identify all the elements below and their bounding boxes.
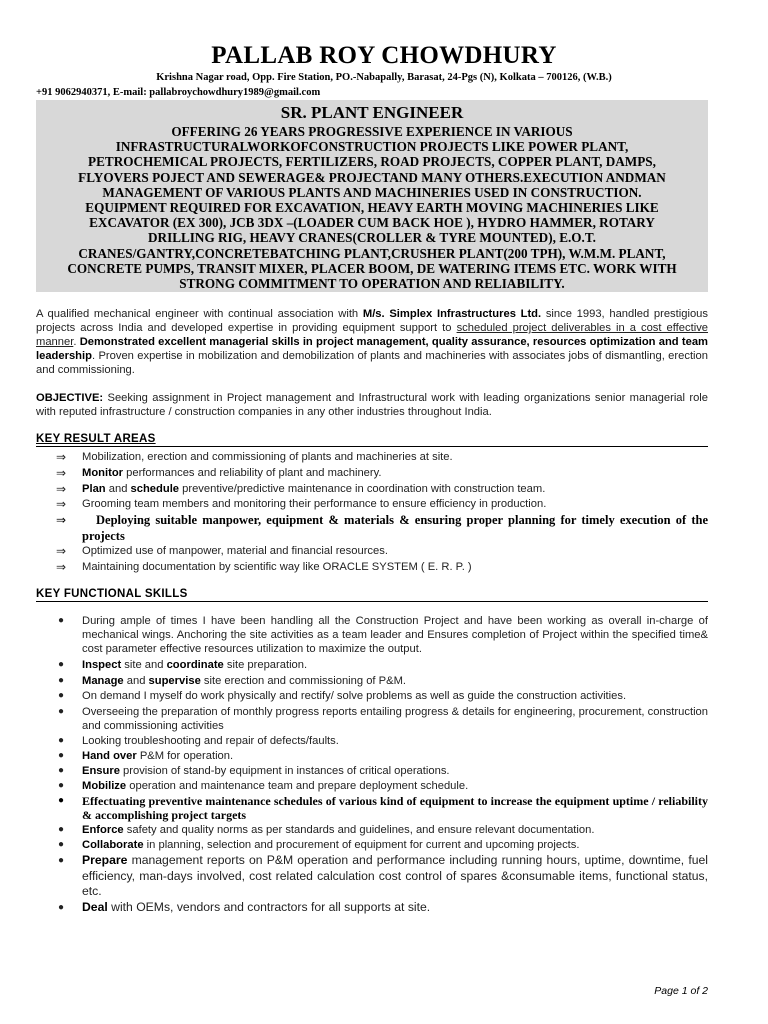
summary-line: PETROCHEMICAL PROJECTS, FERTILIZERS, ROAD PROJECTS, COPPER PLANT, DAMPS, xyxy=(88,154,656,170)
bullet-icon: ● xyxy=(58,839,65,850)
key-functional-skills-list xyxy=(58,614,708,915)
summary-line: EQUIPMENT REQUIRED FOR EXCAVATION, HEAVY EARTH MOVING MACHINERIES LIKE xyxy=(85,200,659,216)
arrow-icon: ⇒ xyxy=(56,465,67,480)
bullet-icon: ● xyxy=(58,765,65,776)
objective-label: OBJECTIVE: xyxy=(36,392,104,404)
summary-line: INFRASTRUCTURALWORKOFCONSTRUCTION PROJECTS LIKE POWER PLANT, xyxy=(115,139,629,155)
candidate-name: PALLAB ROY CHOWDHURY xyxy=(211,42,557,69)
intro-text: A qualified mechanical engineer with continual association with xyxy=(36,308,363,320)
item-text: On demand I myself do work physically and rectify/ solve problems as well as guide the construction activities. xyxy=(82,690,627,702)
intro-text: since 1993, handled prestigious projects across India and developed expertise in providing equipment support to xyxy=(36,308,708,334)
item-bold: Inspect xyxy=(82,659,122,671)
list-item xyxy=(56,513,708,544)
arrow-icon: ⇒ xyxy=(56,481,67,496)
item-bold: schedule xyxy=(130,482,180,495)
list-item xyxy=(58,705,708,733)
list-item xyxy=(56,450,708,466)
company-name: M/s. Simplex Infrastructures Ltd. xyxy=(362,308,542,320)
item-text: preventive/predictive maintenance in coordination with construction team. xyxy=(179,482,546,495)
list-item xyxy=(58,838,708,852)
item-bold: Collaborate xyxy=(82,839,144,851)
list-item xyxy=(58,689,708,703)
objective-paragraph xyxy=(36,391,708,419)
bullet-icon: ● xyxy=(58,706,65,717)
list-item xyxy=(58,614,708,656)
list-item xyxy=(58,779,708,793)
summary-line: CONCRETE PUMPS, TRANSIT MIXER, PLACER BOOM, DE WATERING ITEMS ETC. WORK WITH xyxy=(67,260,677,276)
item-bold: Deal xyxy=(82,899,108,914)
objective-text: Seeking assignment in Project management and Infrastructural work with leading organizations senior managerial role with reputed infrastructure / construction companies in any other industries throughout India. xyxy=(36,392,708,418)
bullet-icon: ● xyxy=(58,824,65,835)
item-text: Maintaining documentation by scientific way like ORACLE SYSTEM ( E. R. P. ) xyxy=(82,560,472,573)
key-functional-skills-heading xyxy=(36,588,708,602)
intro-underlined-text: scheduled project deliverables in a cost effective manner xyxy=(36,322,709,348)
item-text: Mobilization, erection and commissioning of plants and machineries at site. xyxy=(82,451,453,463)
list-item xyxy=(58,749,708,763)
intro-paragraph xyxy=(36,307,708,377)
item-text: in planning, selection and procurement of equipment for current and upcoming projects. xyxy=(143,839,580,851)
bullet-icon: ● xyxy=(58,780,65,791)
item-text: safety and quality norms as per standards and guidelines, and ensure relevant documentation. xyxy=(123,824,595,836)
summary-line: FLYOVERS POJECT AND SEWERAGE& PROJECTAND MANY OTHERS.EXECUTION ANDMAN xyxy=(78,169,666,185)
arrow-icon: ⇒ xyxy=(56,559,67,574)
bullet-icon: ● xyxy=(58,615,65,626)
item-bold: Hand over xyxy=(82,750,137,762)
item-text: P&M for operation. xyxy=(136,750,234,762)
bullet-icon: ● xyxy=(58,735,65,746)
summary-line: EXCAVATOR (EX 300), JCB 3DX –(LOADER CUM BACK HOE ), HYDRO HAMMER, ROTARY xyxy=(89,215,655,231)
intro-text: . Proven expertise in mobilization and demobilization of plants and machineries with associates jobs of dismantling, erection and commissioning. xyxy=(36,350,708,376)
bullet-icon: ● xyxy=(58,901,65,913)
bullet-icon: ● xyxy=(58,750,65,761)
item-text: Overseeing the preparation of monthly progress reports entailing progress & details for engineering, procurement, construction and commissioning activities xyxy=(82,706,708,732)
summary-line: OFFERING 26 YEARS PROGRESSIVE EXPERIENCE IN VARIOUS xyxy=(171,124,573,139)
list-item xyxy=(58,853,708,900)
item-text: site preparation. xyxy=(223,659,308,671)
summary-line: STRONG COMMITMENT TO OPERATION AND RELIABILITY. xyxy=(179,276,565,292)
bullet-icon: ● xyxy=(58,855,65,866)
page-number: Page 1 of 2 xyxy=(654,985,708,997)
item-text: Grooming team members and monitoring their performance to ensure efficiency in production. xyxy=(82,498,547,511)
bullet-icon: ● xyxy=(58,795,65,806)
summary-line: CRANES/GANTRY,CONCRETEBATCHING PLANT,CRUSHER PLANT(200 TPH), W.M.M. PLANT, xyxy=(78,245,666,261)
item-text: and xyxy=(105,482,131,495)
item-text: Effectuating preventive maintenance schedules of various kind of equipment to increase the equipment uptime / reliability & accomplishing project targets xyxy=(82,794,708,822)
item-bold: Plan xyxy=(82,482,106,495)
list-item xyxy=(56,497,708,513)
item-text: site erection and commissioning of P&M. xyxy=(200,675,406,687)
item-text: and xyxy=(123,675,149,687)
item-text: Deploying suitable manpower, equipment & materials & ensuring proper planning for timely execution of the projects xyxy=(82,513,708,543)
item-text: operation and maintenance team and prepare deployment schedule. xyxy=(126,780,469,792)
summary-text xyxy=(36,124,708,291)
item-bold: supervise xyxy=(148,675,201,687)
job-title: SR. PLANT ENGINEER xyxy=(280,103,464,122)
item-text: Looking troubleshooting and repair of defects/faults. xyxy=(82,735,339,747)
item-bold: Prepare xyxy=(82,853,128,867)
item-text: management reports on P&M operation and performance including running hours, uptime, downtime, fuel efficiency, man-days involved, cost related calculation cost control of spares &consumable items, functional status, etc. xyxy=(82,853,708,898)
summary-line: MANAGEMENT OF VARIOUS PLANTS AND MACHINERIES USED IN CONSTRUCTION. xyxy=(102,184,642,200)
list-item xyxy=(56,482,708,498)
list-item xyxy=(58,764,708,778)
bullet-icon: ● xyxy=(58,675,65,686)
item-bold: Mobilize xyxy=(82,780,127,792)
list-item xyxy=(56,544,708,560)
summary-line: DRILLING RIG, HEAVY CRANES(CROLLER & TYRE MOUNTED), E.O.T. xyxy=(148,230,596,246)
item-text: with OEMs, vendors and contractors for all supports at site. xyxy=(107,899,431,914)
arrow-icon: ⇒ xyxy=(56,450,67,464)
list-item xyxy=(58,658,708,672)
arrow-icon: ⇒ xyxy=(56,497,67,512)
list-item xyxy=(56,560,708,576)
item-text: Optimized use of manpower, material and financial resources. xyxy=(82,545,388,558)
list-item xyxy=(58,794,708,822)
bullet-icon: ● xyxy=(58,659,65,670)
item-text: site and xyxy=(121,659,167,671)
section-title: KEY RESULT AREAS xyxy=(36,433,156,445)
list-item xyxy=(56,466,708,482)
summary-box xyxy=(36,100,708,292)
list-item xyxy=(58,734,708,748)
key-result-areas-list xyxy=(56,450,708,576)
contact-line: +91 9062940371, E-mail: pallabroychowdhury1989@gmail.com xyxy=(36,87,321,98)
section-title: KEY FUNCTIONAL SKILLS xyxy=(36,588,188,600)
item-bold: Enforce xyxy=(82,824,124,836)
list-item xyxy=(58,823,708,837)
item-text: performances and reliability of plant and machinery. xyxy=(123,466,382,479)
item-text: During ample of times I have been handling all the Construction Project and have been working as overall in-charge of mechanical wings. Anchoring the site activities as a team leader and Ensures completion of Project within the specified time& cost parameter effective resources utilization to maximize the output. xyxy=(82,615,708,655)
address-line: Krishna Nagar road, Opp. Fire Station, PO.-Nabapally, Barasat, 24-Pgs (N), Kolkata – 700126, (W.B.) xyxy=(156,72,612,83)
arrow-icon: ⇒ xyxy=(56,513,67,528)
item-bold: Monitor xyxy=(82,466,124,479)
list-item xyxy=(58,674,708,688)
intro-text: . xyxy=(73,336,80,348)
key-result-areas-heading xyxy=(36,433,708,447)
arrow-icon: ⇒ xyxy=(56,544,67,559)
list-item xyxy=(58,900,708,916)
item-bold: Ensure xyxy=(82,765,120,777)
intro-bold-text: Demonstrated excellent managerial skills in project management, quality assurance, resources optimization and team leadership xyxy=(36,336,708,362)
item-bold: coordinate xyxy=(166,659,224,671)
item-bold: Manage xyxy=(82,675,124,687)
bullet-icon: ● xyxy=(58,690,65,701)
item-text: provision of stand-by equipment in instances of critical operations. xyxy=(119,765,450,777)
